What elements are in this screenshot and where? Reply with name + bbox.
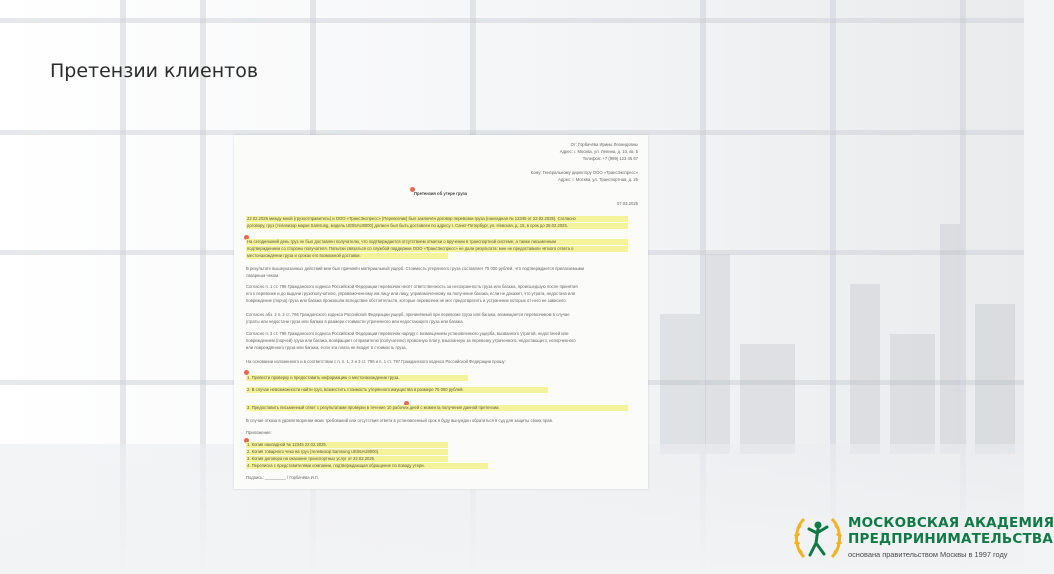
body-line: договору, груз (телевизор марки Samsung, модель UE55AU8000) должен был быть доставлен по адресу г. Санкт-Петербург, ул. Невская, д. 15, в срок до 28.02.2025.	[246, 223, 628, 229]
body-line: утраты или недостачи груза или багажа в размере стоимости утраченного или недостающего груза или багажа.	[246, 319, 464, 324]
slide-title: Претензии клиентов	[50, 60, 259, 82]
demand-item: 3. Предоставить письменный ответ с результатами проверки в течение 10 рабочих дней с момента получения данной претензии.	[246, 405, 628, 411]
body-line: Согласно п. 1 ст. 796 Гражданского кодекса Российской Федерации перевозчик несёт ответственность за несохранность груза или багажа, происшедшую после принятия	[246, 284, 578, 289]
body-line: На основании изложенного и в соответствии с п. п. 1, 2 и 3 ст. 796 и п. 1 ст. 797 Гражданского кодекса Российской Федерации прошу:	[246, 359, 506, 364]
body-line: или повреждённого груза или багажа, если эта плата не входит в стоимость груза.	[246, 345, 407, 350]
demand-item: 2. В случае невозможности найти груз, возместить стоимость утерянного имущества в размере 75 000 рублей.	[246, 387, 548, 393]
demand-item: 1. Провести проверку и предоставить информацию о местонахождении груза.	[246, 375, 468, 381]
body-line: его к перевозке и до выдачи грузополучателю, управомоченному им лицу или лицу, управомоченному на получение багажа, если не докажет, что утрата, недостача или	[246, 291, 575, 296]
body-line: Согласно п. 3 ст. 796 Гражданского кодекса Российской Федерации перевозчик наряду с возмещением установленного ущерба, вызванного утратой, недостачей или	[246, 331, 569, 336]
body-line: 22.02.2025 между мной (грузоотправитель) и ООО «ТрансЭкспресс» (Перевозчик) был заключён договор перевозки груза (накладная № 12345 от 22.02.2025). Согласно	[246, 216, 628, 222]
signature-line: Подпись: _________ / Горбачёва И.Л.	[246, 475, 319, 480]
letter-date: 07.03.2025	[617, 201, 638, 206]
from-line: От: Горбачёва Ирины Леонидовны	[570, 142, 638, 147]
from-line: Адрес: г. Москва, ул. Ленина, д. 10, кв. 5	[559, 149, 638, 154]
to-line: Кому: Генеральному директору ООО «ТрансЭкспресс»	[530, 170, 638, 175]
to-line: Адрес: г. Москва, ул. Транспортная, д. 25	[558, 177, 638, 182]
body-line: повреждением (порчей) груза или багажа, возвращает отправителю (получателю) провозную плату, взысканную за перевозку утраченного, недостающего, испорченного	[246, 338, 576, 343]
laurel-emblem-icon	[790, 509, 846, 565]
claim-letter-document	[234, 135, 648, 489]
attachment-item: 1. Копия накладной № 12345 22.02.2025.	[246, 442, 448, 448]
academy-tagline: основана правительством Москвы в 1997 году	[848, 550, 1008, 559]
body-line: повреждение (порча) груза или багажа произошли вследствие обстоятельств, которые перевозчик не мог предотвратить и устранение которых от него не зависело.	[246, 298, 567, 303]
body-line: На сегодняшний день груз не был доставлен получателю, что подтверждается отсутствием отметки о вручении в транспортной системе, а также письменным	[246, 239, 628, 245]
attachment-item: 2. Копия товарного чека на груз (телевизор Samsung UE55AU8000).	[246, 449, 448, 455]
body-line: Согласно абз. 2 п. 2 ст. 796 Гражданского кодекса Российской Федерации ущерб, причинённый при перевозке груза или багажа, возмещается перевозчиком в случае	[246, 312, 570, 317]
body-line: местонахождении груза и сроках его возможной доставки.	[246, 253, 448, 259]
academy-name-line2: ПРЕДПРИНИМАТЕЛЬСТВА	[848, 531, 1053, 547]
attachment-item: 3. Копия договора на оказание транспортных услуг от 22.02.2025.	[246, 456, 448, 462]
closing-text: В случае отказа в удовлетворении моих требований или отсутствия ответа в установленный срок я буду вынужден обратиться в суд для защиты своих прав.	[246, 418, 553, 423]
body-line: подтверждением со стороны получателя. Попытки связаться со службой поддержки ООО «ТрансЭкспресс» не дали результата: мне не предоставили чёткого ответа о	[246, 246, 628, 252]
attachment-item: 4. Переписка с представителями компании, подтверждающая обращение по поводу утери.	[246, 463, 488, 469]
attachments-label: Приложение:	[246, 430, 272, 435]
body-line: В результате вышеуказанных действий мне был причинён материальный ущерб. Стоимость утерянного груза составляет 75 000 рублей, что подтверждается прилагаемыми	[246, 266, 584, 271]
letter-subject: Претензия об утере груза	[414, 191, 468, 196]
body-line: товарным чеком.	[246, 273, 280, 278]
academy-logo	[790, 507, 1054, 567]
from-line: Телефон: +7 (999) 123 45 67	[582, 156, 638, 161]
academy-name-line1: МОСКОВСКАЯ АКАДЕМИЯ	[848, 515, 1054, 531]
